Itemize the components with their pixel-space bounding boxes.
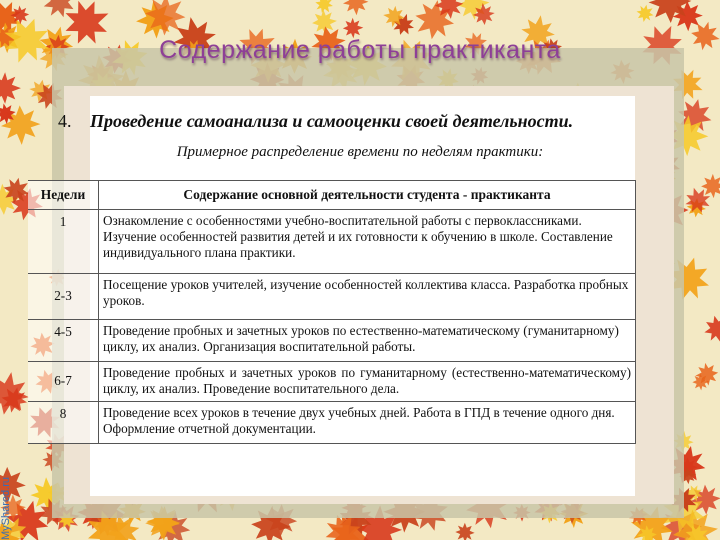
table-row bbox=[28, 402, 636, 444]
autumn-leaf bbox=[633, 1, 657, 25]
week-cell: 4-5 bbox=[28, 320, 99, 362]
table-row bbox=[28, 362, 636, 402]
autumn-leaf bbox=[451, 519, 479, 540]
week-cell: 6-7 bbox=[28, 362, 99, 402]
autumn-leaf bbox=[701, 173, 720, 198]
week-cell: 2-3 bbox=[28, 274, 99, 320]
content-cell: Проведение всех уроков в течение двух учебных дней. Работа в ГПД в течение одного дня. Оформление отчетной документации. bbox=[99, 402, 636, 444]
section-title: Проведение самоанализа и самооценки своей деятельности. bbox=[90, 111, 574, 131]
table-row bbox=[28, 274, 636, 320]
watermark-text: MyShared.ru bbox=[0, 477, 12, 540]
table-row bbox=[28, 320, 636, 362]
week-cell: 1 bbox=[28, 210, 99, 274]
content-cell: Ознакомление с особенностями учебно-воспитательной работы с первоклассниками. Изучение особенностей развития детей и их готовности к обучению в школе. Составление индивидуального плана практики. bbox=[99, 210, 636, 274]
autumn-leaf bbox=[699, 310, 720, 347]
table-header-row bbox=[28, 181, 636, 210]
section-subtitle: Примерное распределение времени по неделям практики: bbox=[176, 144, 544, 160]
content-cell: Проведение пробных и зачетных уроков по гуманитарному (естественно-математическому) циклу, их анализ. Проведение воспитательного дела. bbox=[99, 362, 636, 402]
table-row bbox=[28, 210, 636, 274]
practice-schedule-table bbox=[28, 180, 636, 444]
slide-title: Содержание работы практиканта bbox=[159, 36, 561, 64]
content-cell: Проведение пробных и зачетных уроков по естественно-математическому (гуманитарному) циклу, их анализ. Организация воспитательной работы. bbox=[99, 320, 636, 362]
autumn-leaf bbox=[0, 72, 21, 104]
autumn-leaf bbox=[342, 0, 369, 16]
week-cell: 8 bbox=[28, 402, 99, 444]
content-cell: Посещение уроков учителей, изучение особенностей коллектива класса. Разработка пробных уроков. bbox=[99, 274, 636, 320]
section-heading bbox=[58, 111, 573, 132]
section-number: 4. bbox=[58, 111, 72, 131]
column-header-weeks: Недели bbox=[28, 181, 99, 210]
column-header-content: Содержание основной деятельности студента - практиканта bbox=[99, 181, 636, 210]
